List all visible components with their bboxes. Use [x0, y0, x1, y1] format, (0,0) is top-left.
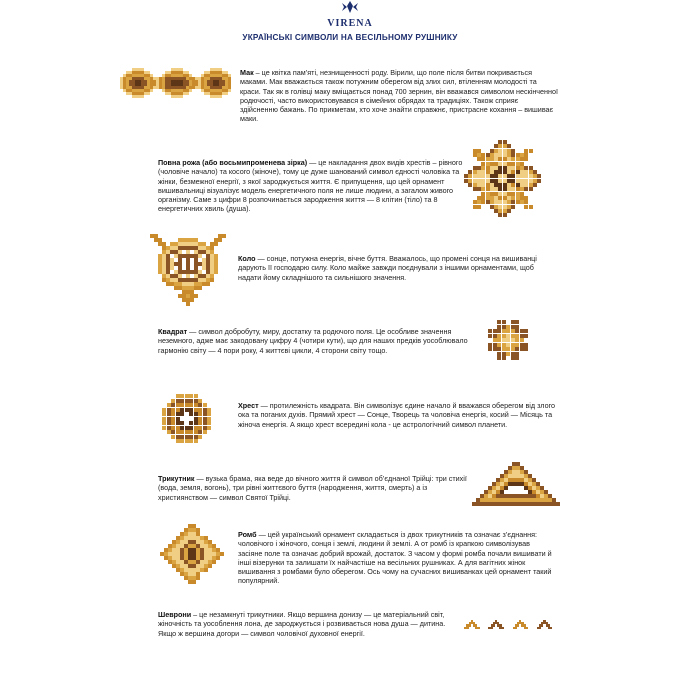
stitch — [550, 627, 552, 629]
stitch — [511, 329, 515, 333]
stitch — [497, 343, 501, 347]
stitch — [493, 329, 497, 333]
stitch — [493, 347, 497, 351]
stitch — [194, 294, 198, 298]
stitch — [556, 502, 560, 506]
page-title: УКРАЇНСЬКІ СИМВОЛИ НА ВЕСІЛЬНОМУ РУШНИКУ — [242, 33, 458, 42]
stitch — [194, 412, 198, 416]
stitch — [502, 627, 504, 629]
section-poppy — [240, 68, 558, 124]
stitch — [515, 329, 519, 333]
stitch — [493, 338, 497, 342]
description-text: – це незамкнуті трикутники. Якщо вершина донизу — це матеріальний світ, жіночність та уособлення лона, де зароджується і розвивається нова душа — дитина. Якщо ж вершина догори — символ чоловічої духовної енергії. — [158, 610, 446, 638]
stitch — [497, 347, 501, 351]
stitch — [524, 343, 528, 347]
stitch — [493, 343, 497, 347]
stitch — [497, 325, 501, 329]
stitch — [198, 399, 202, 403]
stitch — [511, 352, 515, 356]
stitch — [520, 347, 524, 351]
rhombus-ornament — [160, 524, 224, 588]
stitch — [506, 343, 510, 347]
description-text: — символ добробуту, миру, достатку та родючого поля. Це особливе значення неземного, адже має закодовану цифру 4 (чотири кути), що для наших предків уособлювало гармонію світу — 4 пори року, 4 життєві цикли, 4 сторони світу тощо. — [158, 327, 468, 355]
stitch — [203, 408, 207, 412]
stitch — [189, 439, 193, 443]
stitch — [198, 417, 202, 421]
stitch — [176, 430, 180, 434]
stitch — [207, 421, 211, 425]
stitch — [176, 439, 180, 443]
stitch — [216, 556, 220, 560]
stitch — [198, 426, 202, 430]
stitch — [198, 435, 202, 439]
stitch — [207, 408, 211, 412]
stitch — [507, 209, 511, 213]
stitch — [511, 338, 515, 342]
stitch — [180, 426, 184, 430]
stitch — [203, 417, 207, 421]
stitch — [497, 338, 501, 342]
logo-ornament-icon — [339, 1, 361, 13]
brand-logo — [300, 0, 400, 29]
stitch — [180, 421, 184, 425]
stitch — [537, 179, 541, 183]
stitch — [506, 347, 510, 351]
stitch — [180, 439, 184, 443]
stitch — [194, 403, 198, 407]
description-text: — сонце, потужна енергія, вічне буття. Вважалось, що промені сонця на вишиванці дарують її господарю силу. Коло майже завжди поєднували з іншими орнаментами, щоб надати йому складнішого та сильнішого значення. — [238, 254, 537, 282]
stitch — [203, 403, 207, 407]
stitch — [520, 329, 524, 333]
stitch — [167, 403, 171, 407]
stitch — [493, 334, 497, 338]
stitch — [529, 187, 533, 191]
stitch — [526, 627, 528, 629]
stitch — [167, 408, 171, 412]
stitch — [189, 426, 193, 430]
stitch — [194, 394, 198, 398]
stitch — [189, 435, 193, 439]
stitch — [194, 426, 198, 430]
stitch — [180, 435, 184, 439]
stitch — [506, 352, 510, 356]
stitch — [194, 439, 198, 443]
eight-point-star-ornament — [464, 140, 544, 220]
stitch — [515, 325, 519, 329]
description-text: — протилежність квадрата. Він символізує єдине начало й вважався оберегом від злого ока та поганих духів. Прямий хрест — Сонце, Творець та чоловіча енергія, косий — Місяць та жіноча енергія. А якщо хрест всередині кола - це астрологічний символ планети. — [238, 401, 556, 429]
stitch — [469, 624, 471, 626]
stitch — [504, 486, 508, 490]
stitch — [206, 282, 210, 286]
stitch — [194, 399, 198, 403]
description-text: – це квітка пам’яті, незнищенності роду. Вірили, що поле після битви покривається маками. Мак вважається також потужним оберегом від злих сил, втіленням молодості та краси. Так як в голівці маку вміщається понад 700 зернин, він вважався символом нескінченної родючості, часто використовувався в сімейних обрядах та традиціях. Також сприяє здійсненню бажань. По прикметам, хто хоче знайти справжнє, пристрасне кохання – вишиває маки. — [240, 68, 558, 124]
stitch — [515, 356, 519, 360]
stitch — [497, 352, 501, 356]
stitch — [176, 421, 180, 425]
term-label: Трикутник — [158, 474, 195, 483]
stitch — [511, 343, 515, 347]
stitch — [167, 417, 171, 421]
stitch — [219, 95, 222, 98]
stitch — [497, 356, 501, 360]
stitch — [515, 320, 519, 324]
stitch — [529, 149, 533, 153]
brand-name: VIRENA — [327, 18, 373, 29]
stitch — [502, 347, 506, 351]
stitch — [196, 576, 200, 580]
stitch — [204, 568, 208, 572]
stitch — [220, 552, 224, 556]
stitch — [180, 412, 184, 416]
stitch — [190, 298, 194, 302]
section-circle — [238, 254, 544, 282]
stitch — [198, 421, 202, 425]
stitch — [212, 560, 216, 564]
stitch — [180, 95, 183, 98]
stitch — [502, 352, 506, 356]
stitch — [189, 403, 193, 407]
stitch — [162, 426, 166, 430]
stitch — [511, 334, 515, 338]
stitch — [503, 213, 507, 217]
stitch — [541, 624, 543, 626]
stitch — [515, 334, 519, 338]
stitch — [520, 338, 524, 342]
stitch — [180, 399, 184, 403]
stitch — [176, 412, 180, 416]
section-square — [158, 327, 480, 355]
stitch — [488, 347, 492, 351]
stitch — [171, 417, 175, 421]
stitch — [214, 270, 218, 274]
stitch — [194, 430, 198, 434]
stitch — [189, 394, 193, 398]
term-label: Квадрат — [158, 327, 188, 336]
stitch — [502, 329, 506, 333]
term-label: Повна рожа (або восьмипроменева зірка) — [158, 158, 308, 167]
stitch — [506, 329, 510, 333]
stitch — [210, 278, 214, 282]
stitch — [524, 329, 528, 333]
stitch — [515, 343, 519, 347]
stitch — [488, 343, 492, 347]
stitch — [533, 183, 537, 187]
circle-sun-ornament — [150, 234, 226, 310]
term-label: Шеврони — [158, 610, 192, 619]
stitch — [506, 325, 510, 329]
stitch — [180, 430, 184, 434]
description-text: — вузька брама, яка веде до вічного життя й символ об’єднаної Трійці: три стихії (вода, земля, вогонь), три рівні життєвого буття (народження, життя, смерть) а із християнством — символ Святої Трійці. — [158, 474, 467, 502]
stitch — [515, 338, 519, 342]
stitch — [515, 352, 519, 356]
stitch — [185, 403, 189, 407]
stitch — [176, 403, 180, 407]
stitch — [189, 89, 192, 92]
stitch — [171, 426, 175, 430]
stitch — [162, 412, 166, 416]
stitch — [524, 347, 528, 351]
description-text: — цей український орнамент складається із двох трикутників та означає з’єднання: чоловічого і жіночого, сонця і землі, людини й землі. А от ромб із крапкою символізував засіяне поле та означає добрий врожай, достаток. З часом у формі ромба почали вишивати й інші візерунки та залишати їх найчастіше на весільних рушниках. А для вагітних жінок вишивання з ромбами було оберегом. Ось чому на сучасних вишиванках цей орнамент такий популярний. — [238, 530, 552, 586]
stitch — [207, 412, 211, 416]
stitch — [198, 403, 202, 407]
stitch — [203, 426, 207, 430]
stitch — [185, 399, 189, 403]
stitch — [198, 430, 202, 434]
stitch — [194, 421, 198, 425]
stitch — [497, 320, 501, 324]
stitch — [228, 89, 231, 92]
stitch — [218, 238, 222, 242]
stitch — [511, 320, 515, 324]
section-rhombus — [238, 530, 556, 586]
square-ornament — [488, 320, 532, 364]
stitch — [529, 205, 533, 209]
stitch — [517, 624, 519, 626]
stitch — [222, 234, 226, 238]
stitch — [176, 408, 180, 412]
stitch — [189, 399, 193, 403]
stitch — [524, 334, 528, 338]
stitch — [491, 627, 493, 629]
stitch — [180, 408, 184, 412]
chevrons-ornament — [462, 620, 558, 644]
stitch — [162, 408, 166, 412]
stitch — [150, 89, 153, 92]
stitch — [176, 435, 180, 439]
stitch — [515, 347, 519, 351]
stitch — [141, 95, 144, 98]
stitch — [185, 426, 189, 430]
stitch — [167, 412, 171, 416]
stitch — [192, 580, 196, 584]
stitch — [477, 627, 479, 629]
section-cross — [238, 401, 556, 429]
section-full-rose — [158, 158, 464, 214]
stitch — [185, 430, 189, 434]
stitch — [225, 92, 228, 95]
stitch — [502, 338, 506, 342]
section-triangle — [158, 474, 470, 502]
stitch — [506, 338, 510, 342]
stitch — [176, 426, 180, 430]
stitch — [162, 421, 166, 425]
stitch — [194, 417, 198, 421]
stitch — [171, 430, 175, 434]
stitch — [502, 356, 506, 360]
stitch — [502, 325, 506, 329]
stitch — [488, 334, 492, 338]
stitch — [186, 302, 190, 306]
description-text: — це накладання двох видів хрестів – рівного (чоловіче начало) та косого (жіноче), тому це дуже шанований символ єдності чоловіка та жінки, безмежної енергії, з якої зароджується життя. Є припущення, що цей орнамент вишивальниці візуалізує модель енергетичного поля не лише людини, а загалом живого організму. Саме з цифри 8 розпочинається зародження життя — 8 клітин (тіло) та 8 енергетичних хвиль (душа). — [158, 158, 463, 214]
triangle-ornament — [472, 462, 560, 510]
stitch — [180, 394, 184, 398]
stitch — [167, 421, 171, 425]
stitch — [506, 334, 510, 338]
term-label: Коло — [238, 254, 256, 263]
stitch — [147, 92, 150, 95]
stitch — [194, 435, 198, 439]
section-chevrons — [158, 610, 460, 638]
stitch — [203, 430, 207, 434]
term-label: Хрест — [238, 401, 259, 410]
stitch — [524, 157, 528, 161]
stitch — [185, 394, 189, 398]
stitch — [167, 430, 171, 434]
stitch — [477, 205, 481, 209]
stitch — [162, 417, 166, 421]
poppy-ornament — [120, 68, 236, 124]
stitch — [502, 320, 506, 324]
stitch — [180, 403, 184, 407]
stitch — [203, 421, 207, 425]
cross-ornament — [162, 394, 214, 446]
stitch — [466, 627, 468, 629]
stitch — [167, 426, 171, 430]
term-label: Ромб — [238, 530, 257, 539]
stitch — [214, 242, 218, 246]
stitch — [186, 92, 189, 95]
stitch — [185, 435, 189, 439]
stitch — [203, 412, 207, 416]
stitch — [539, 627, 541, 629]
stitch — [511, 205, 515, 209]
stitch — [189, 408, 193, 412]
term-label: Мак — [240, 68, 254, 77]
stitch — [185, 439, 189, 443]
stitch — [171, 435, 175, 439]
stitch — [198, 286, 202, 290]
stitch — [520, 343, 524, 347]
stitch — [171, 412, 175, 416]
stitch — [176, 394, 180, 398]
stitch — [189, 421, 193, 425]
stitch — [198, 408, 202, 412]
stitch — [511, 347, 515, 351]
stitch — [171, 399, 175, 403]
stitch — [198, 412, 202, 416]
stitch — [515, 627, 517, 629]
stitch — [502, 334, 506, 338]
stitch — [189, 412, 193, 416]
stitch — [207, 417, 211, 421]
stitch — [171, 408, 175, 412]
stitch — [176, 399, 180, 403]
stitch — [171, 403, 175, 407]
stitch — [497, 329, 501, 333]
stitch — [511, 325, 515, 329]
stitch — [171, 421, 175, 425]
stitch — [189, 430, 193, 434]
stitch — [497, 334, 501, 338]
stitch — [185, 408, 189, 412]
stitch — [176, 417, 180, 421]
stitch — [511, 356, 515, 360]
stitch — [493, 624, 495, 626]
stitch — [488, 329, 492, 333]
stitch — [502, 343, 506, 347]
stitch — [194, 408, 198, 412]
stitch — [208, 564, 212, 568]
stitch — [520, 334, 524, 338]
stitch — [207, 426, 211, 430]
